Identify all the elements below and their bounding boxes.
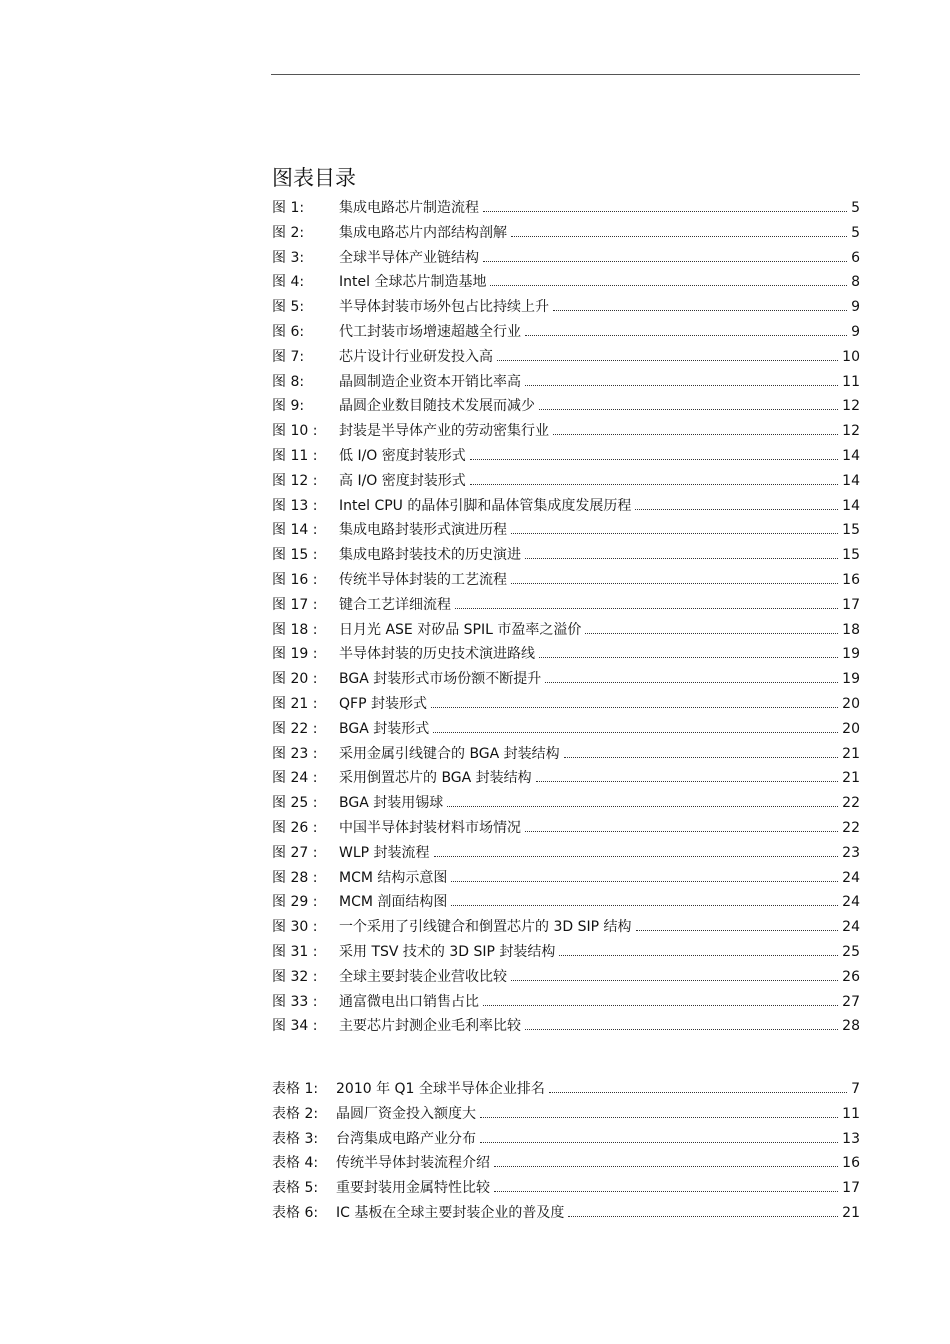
tables-list — [272, 1077, 860, 1226]
table-entry[interactable] — [272, 1151, 860, 1176]
table-entry-title: 传统半导体封装流程介绍 — [336, 1155, 490, 1172]
figure-entry[interactable] — [272, 742, 860, 767]
dot-leader — [483, 260, 847, 262]
figure-entry-title: 集成电路封装形式演进历程 — [339, 522, 507, 539]
figure-entry-title: 全球半导体产业链结构 — [339, 249, 479, 266]
figure-entry-title: 采用倒置芯片的 BGA 封装结构 — [339, 770, 532, 787]
figure-entry-title: 低 I/O 密度封装形式 — [339, 447, 466, 464]
figure-entry-label: 图 7: — [272, 348, 305, 365]
figure-entry-page-number: 24 — [842, 919, 860, 936]
figure-entry-title: 芯片设计行业研发投入高 — [339, 348, 493, 365]
header-rule — [271, 74, 860, 75]
figure-entry[interactable] — [272, 692, 860, 717]
table-entry[interactable] — [272, 1102, 860, 1127]
figure-entry[interactable] — [272, 295, 860, 320]
figure-entry-page-number: 22 — [842, 795, 860, 812]
figure-entry-page-number: 20 — [842, 695, 860, 712]
figure-entry-label: 图 4: — [272, 274, 305, 291]
dot-leader — [494, 1165, 838, 1167]
figure-entry-label: 图 23 : — [272, 745, 318, 762]
figure-entry[interactable] — [272, 196, 860, 221]
dot-leader — [434, 855, 839, 857]
figure-entry[interactable] — [272, 890, 860, 915]
figure-entry-page-number: 14 — [842, 472, 860, 489]
figure-entry-label: 图 17 : — [272, 596, 318, 613]
figure-entry-label: 图 33 : — [272, 993, 318, 1010]
figure-entry-title: BGA 封装用锡球 — [339, 795, 444, 812]
figure-entry-title: 采用金属引线键合的 BGA 封装结构 — [339, 745, 560, 762]
figure-entry-label: 图 5: — [272, 299, 305, 316]
dot-leader — [455, 607, 838, 609]
dot-leader — [564, 756, 838, 758]
figure-entry-title: Intel CPU 的晶体引脚和晶体管集成度发展历程 — [339, 497, 632, 514]
figure-entry-label: 图 31 : — [272, 943, 318, 960]
figure-entry[interactable] — [272, 320, 860, 345]
figure-entry-page-number: 17 — [842, 596, 860, 613]
figure-entry-page-number: 18 — [842, 621, 860, 638]
table-entry-title: 2010 年 Q1 全球半导体企业排名 — [336, 1081, 545, 1097]
dot-leader — [494, 1190, 838, 1192]
figure-entry-title: QFP 封装形式 — [339, 695, 427, 712]
figure-entry[interactable] — [272, 717, 860, 742]
figure-entry[interactable] — [272, 667, 860, 692]
figure-entry-label: 图 13 : — [272, 497, 318, 514]
figure-entry-title: MCM 结构示意图 — [339, 869, 448, 886]
figure-entry-label: 图 2: — [272, 224, 305, 241]
table-entry-label: 表格 2: — [272, 1105, 319, 1122]
table-entry-title: 晶圆厂资金投入额度大 — [336, 1105, 476, 1122]
figure-entry-label: 图 21 : — [272, 695, 318, 712]
figure-entry-page-number: 9 — [851, 299, 860, 316]
dot-leader — [451, 904, 838, 906]
figure-entry-label: 图 26 : — [272, 819, 318, 836]
figure-entry-page-number: 24 — [842, 869, 860, 886]
table-entry-page-number: 11 — [842, 1105, 860, 1122]
dot-leader — [480, 1141, 838, 1143]
dot-leader — [539, 656, 838, 658]
figure-entry[interactable] — [272, 469, 860, 494]
table-entry-label: 表格 4: — [272, 1155, 319, 1172]
table-entry[interactable] — [272, 1127, 860, 1152]
figure-entry-label: 图 6: — [272, 323, 305, 340]
figure-entry-label: 图 25 : — [272, 795, 318, 812]
figure-entry-title: 封装是半导体产业的劳动密集行业 — [339, 423, 549, 440]
figure-entry-label: 图 30 : — [272, 919, 318, 936]
figure-entry[interactable] — [272, 816, 860, 841]
figure-entry-title: 采用 TSV 技术的 3D SIP 封装结构 — [339, 943, 556, 960]
figure-entry-page-number: 15 — [842, 547, 860, 564]
figure-entry-page-number: 15 — [842, 522, 860, 539]
figure-entry-page-number: 5 — [851, 200, 860, 216]
figure-entry[interactable] — [272, 593, 860, 618]
figure-entry-page-number: 20 — [842, 720, 860, 737]
figure-entry-title: 晶圆企业数目随技术发展而减少 — [339, 398, 535, 415]
dot-leader — [525, 1028, 838, 1030]
figure-entry-title: BGA 封装形式 — [339, 720, 430, 737]
figure-entry-label: 图 10 : — [272, 423, 318, 440]
table-entry-page-number: 17 — [842, 1180, 860, 1197]
table-entry-title: 台湾集成电路产业分布 — [336, 1130, 476, 1147]
figure-entry-title: 半导体封装的历史技术演进路线 — [339, 646, 535, 663]
figure-entry-label: 图 16 : — [272, 571, 318, 588]
dot-leader — [545, 681, 838, 683]
page-title: 图表目录 — [272, 166, 356, 191]
dot-leader — [525, 830, 838, 832]
figure-entry-page-number: 14 — [842, 447, 860, 464]
figure-entry[interactable] — [272, 494, 860, 519]
dot-leader — [511, 582, 838, 584]
figure-entry[interactable] — [272, 1014, 860, 1039]
figure-entry-label: 图 22 : — [272, 720, 318, 737]
figure-entry-title: 高 I/O 密度封装形式 — [339, 472, 466, 489]
figure-entry[interactable] — [272, 841, 860, 866]
figure-entry-title: 传统半导体封装的工艺流程 — [339, 571, 507, 588]
dot-leader — [636, 929, 839, 931]
figure-entry[interactable] — [272, 543, 860, 568]
figure-entry-page-number: 10 — [842, 348, 860, 365]
figure-entry-page-number: 27 — [842, 993, 860, 1010]
figure-entry-title: MCM 剖面结构图 — [339, 894, 448, 911]
table-entry-label: 表格 3: — [272, 1130, 319, 1147]
figure-entry[interactable] — [272, 618, 860, 643]
figure-entry-title: 集成电路封装技术的历史演进 — [339, 547, 521, 564]
dot-leader — [559, 954, 838, 956]
figure-entry-title: 一个采用了引线键合和倒置芯片的 3D SIP 结构 — [339, 919, 632, 936]
dot-leader — [553, 309, 847, 311]
figure-entry-label: 图 3: — [272, 249, 305, 266]
dot-leader — [525, 384, 838, 386]
figure-entry-label: 图 11 : — [272, 447, 318, 464]
table-entry-page-number: 7 — [851, 1081, 860, 1097]
dot-leader — [635, 508, 838, 510]
figure-entry[interactable] — [272, 766, 860, 791]
figure-entry-label: 图 29 : — [272, 894, 318, 911]
figure-entry[interactable] — [272, 419, 860, 444]
table-entry-label: 表格 1: — [272, 1081, 319, 1097]
figure-entry[interactable] — [272, 965, 860, 990]
figure-entry-label: 图 9: — [272, 398, 305, 415]
figure-entry-title: 通富微电出口销售占比 — [339, 993, 479, 1010]
dot-leader — [525, 557, 838, 559]
dot-leader — [470, 483, 838, 485]
figure-entry[interactable] — [272, 246, 860, 271]
figure-entry[interactable] — [272, 444, 860, 469]
figure-entry-label: 图 24 : — [272, 770, 318, 787]
figure-entry-title: 键合工艺详细流程 — [339, 596, 451, 613]
figure-entry[interactable] — [272, 270, 860, 295]
figure-entry-label: 图 18 : — [272, 621, 318, 638]
figure-entry-label: 图 20 : — [272, 671, 318, 688]
figure-entry[interactable] — [272, 370, 860, 395]
figure-entry-page-number: 21 — [842, 770, 860, 787]
figure-entry-page-number: 12 — [842, 398, 860, 415]
dot-leader — [447, 805, 838, 807]
figure-entry-title: 中国半导体封装材料市场情况 — [339, 819, 521, 836]
table-entry[interactable] — [272, 1077, 860, 1102]
table-entry[interactable] — [272, 1176, 860, 1201]
figure-entry[interactable] — [272, 866, 860, 891]
figure-entry-label: 图 8: — [272, 373, 305, 390]
figure-entry-title: 晶圆制造企业资本开销比率高 — [339, 373, 521, 390]
figure-entry-label: 图 28 : — [272, 869, 318, 886]
figure-entry[interactable] — [272, 642, 860, 667]
figure-entry-title: 代工封装市场增速超越全行业 — [339, 323, 521, 340]
figure-entry-title: 半导体封装市场外包占比持续上升 — [339, 299, 549, 316]
figure-entry-title: WLP 封装流程 — [339, 844, 430, 861]
figure-entry-label: 图 32 : — [272, 968, 318, 985]
dot-leader — [497, 359, 838, 361]
dot-leader — [539, 408, 838, 410]
figure-entry-page-number: 26 — [842, 968, 860, 985]
figure-entry-title: Intel 全球芯片制造基地 — [339, 274, 487, 291]
figure-entry-label: 图 19 : — [272, 646, 318, 663]
figure-entry-label: 图 15 : — [272, 547, 318, 564]
figure-entry[interactable] — [272, 990, 860, 1015]
figure-entry-page-number: 21 — [842, 745, 860, 762]
figure-entry-page-number: 16 — [842, 571, 860, 588]
dot-leader — [451, 880, 838, 882]
dot-leader — [483, 1004, 838, 1006]
table-entry[interactable] — [272, 1201, 860, 1226]
figure-entry-page-number: 24 — [842, 894, 860, 911]
figure-entry-title: BGA 封装形式市场份额不断提升 — [339, 671, 542, 688]
dot-leader — [553, 433, 838, 435]
figure-entry-title: 集成电路芯片制造流程 — [339, 200, 479, 216]
figure-entry-page-number: 19 — [842, 646, 860, 663]
dot-leader — [480, 1116, 838, 1118]
figure-entry[interactable] — [272, 568, 860, 593]
figure-entry[interactable] — [272, 518, 860, 543]
figure-entry[interactable] — [272, 940, 860, 965]
dot-leader — [585, 632, 838, 634]
table-entry-label: 表格 6: — [272, 1204, 319, 1221]
figure-entry-page-number: 23 — [842, 844, 860, 861]
table-entry-title: IC 基板在全球主要封装企业的普及度 — [336, 1204, 565, 1221]
figure-entry[interactable] — [272, 791, 860, 816]
dot-leader — [536, 780, 838, 782]
figure-entry-page-number: 8 — [851, 274, 860, 291]
figure-entry-title: 主要芯片封测企业毛利率比较 — [339, 1018, 521, 1035]
figure-entry-page-number: 9 — [851, 323, 860, 340]
dot-leader — [511, 532, 838, 534]
dot-leader — [511, 979, 838, 981]
dot-leader — [568, 1215, 838, 1217]
dot-leader — [483, 210, 847, 212]
figure-entry-page-number: 6 — [851, 249, 860, 266]
figure-entry-label: 图 1: — [272, 200, 305, 216]
figure-entry-label: 图 14 : — [272, 522, 318, 539]
figure-entry-page-number: 11 — [842, 373, 860, 390]
dot-leader — [431, 706, 838, 708]
figures-list — [272, 196, 860, 1039]
figure-entry[interactable] — [272, 394, 860, 419]
table-entry-label: 表格 5: — [272, 1180, 319, 1197]
dot-leader — [525, 334, 847, 336]
table-entry-page-number: 16 — [842, 1155, 860, 1172]
figure-entry-page-number: 19 — [842, 671, 860, 688]
dot-leader — [470, 458, 838, 460]
figure-entry-title: 日月光 ASE 对矽品 SPIL 市盈率之溢价 — [339, 621, 582, 638]
figure-entry-page-number: 5 — [851, 224, 860, 241]
figure-entry-page-number: 25 — [842, 943, 860, 960]
figure-entry[interactable] — [272, 221, 860, 246]
figure-entry-page-number: 22 — [842, 819, 860, 836]
figure-entry-page-number: 12 — [842, 423, 860, 440]
dot-leader — [433, 731, 838, 733]
dot-leader — [511, 235, 847, 237]
figure-entry-page-number: 14 — [842, 497, 860, 514]
table-entry-title: 重要封装用金属特性比较 — [336, 1180, 490, 1197]
figure-entry-title: 全球主要封装企业营收比较 — [339, 968, 507, 985]
table-entry-page-number: 13 — [842, 1130, 860, 1147]
figure-entry-page-number: 28 — [842, 1018, 860, 1035]
figure-entry-label: 图 27 : — [272, 844, 318, 861]
figure-entry[interactable] — [272, 345, 860, 370]
table-entry-page-number: 21 — [842, 1204, 860, 1221]
figure-entry-label: 图 12 : — [272, 472, 318, 489]
dot-leader — [490, 284, 847, 286]
figure-entry[interactable] — [272, 915, 860, 940]
figure-entry-label: 图 34 : — [272, 1018, 318, 1035]
figure-entry-title: 集成电路芯片内部结构剖解 — [339, 224, 507, 241]
dot-leader — [549, 1091, 847, 1093]
